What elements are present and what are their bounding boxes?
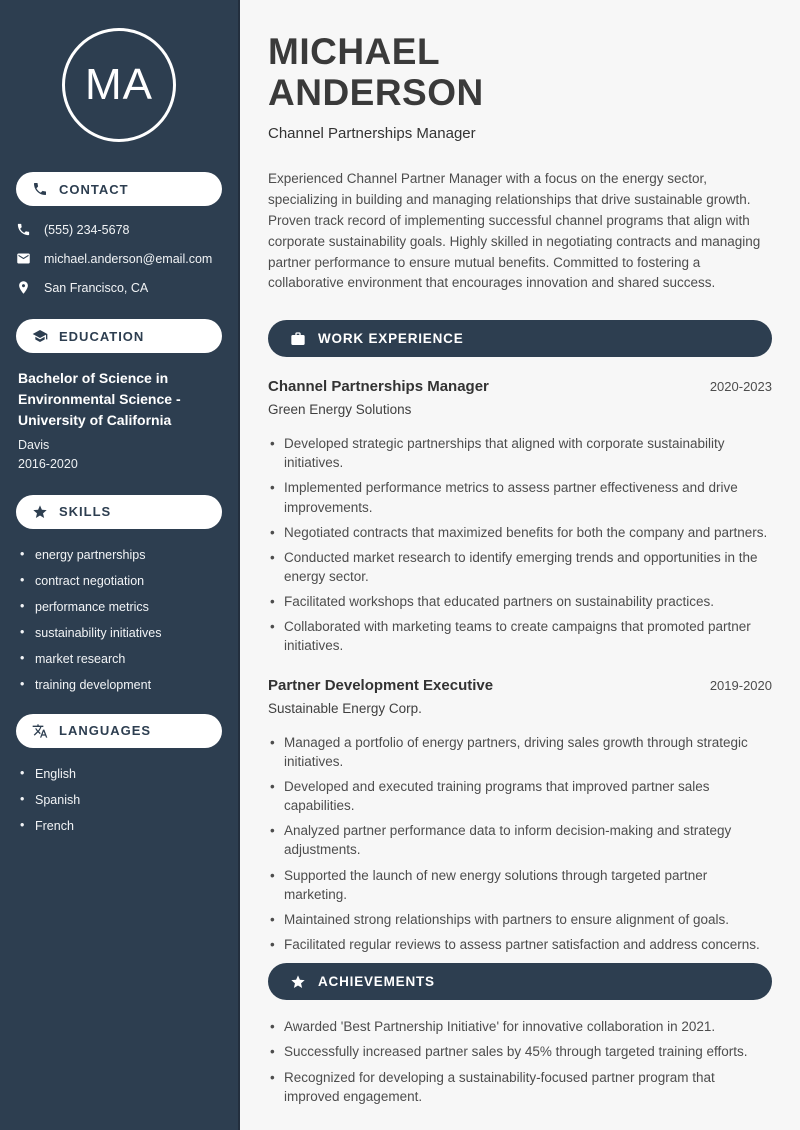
achievement-bullet: • Successfully increased partner sales by 45% through targeted training efforts. xyxy=(268,1042,772,1061)
skill-item: • market research xyxy=(18,652,222,666)
person-name xyxy=(268,32,772,113)
job-bullet: • Developed strategic partnerships that aligned with corporate sustainability initiatives. xyxy=(268,434,772,472)
job-company: Green Energy Solutions xyxy=(268,402,412,418)
skills-section-title: SKILLS xyxy=(59,504,112,520)
language-item: • Spanish xyxy=(18,793,222,807)
phone-icon xyxy=(32,181,48,197)
work-experience-header xyxy=(268,320,772,357)
contact-section-title: CONTACT xyxy=(59,181,129,197)
achievements-header xyxy=(268,963,772,1000)
job-title: Partner Development Executive xyxy=(268,676,494,694)
graduation-cap-icon xyxy=(32,328,48,344)
job-entry xyxy=(268,677,772,955)
job-entry xyxy=(268,378,772,656)
achievement-bullet: • Awarded 'Best Partnership Initiative' for innovative collaboration in 2021. xyxy=(268,1017,772,1036)
education-section-header xyxy=(16,319,222,353)
contact-phone xyxy=(16,222,222,237)
job-bullet: • Developed and executed training programs that improved partner sales capabilities. xyxy=(268,777,772,815)
job-company: Sustainable Energy Corp. xyxy=(268,700,422,716)
language-item: • English xyxy=(18,767,222,781)
skill-item: • contract negotiation xyxy=(18,574,222,588)
person-name-line2: ANDERSON xyxy=(268,71,484,113)
briefcase-icon xyxy=(290,331,306,347)
achievements-list xyxy=(268,1017,772,1106)
job-bullet-list xyxy=(268,434,772,656)
job-header xyxy=(268,677,772,694)
job-bullet: • Facilitated workshops that educated partners on sustainability practices. xyxy=(268,592,772,611)
skill-item: • training development xyxy=(18,678,222,692)
person-name-line1: MICHAEL xyxy=(268,31,441,72)
skill-item: • energy partnerships xyxy=(18,548,222,562)
achievement-bullet: • Recognized for developing a sustainability-focused partner program that improved engagement. xyxy=(268,1068,772,1106)
job-bullet: • Managed a portfolio of energy partners, driving sales growth through strategic initiatives. xyxy=(268,733,772,771)
skill-item: • performance metrics xyxy=(18,600,222,614)
profile-summary: Experienced Channel Partner Manager with a focus on the energy sector, specializing in building and managing relationships that drive sustainable growth. Proven track record of implementing successful channel programs that align with corporate sustainability goals. Highly skilled in negotiating contracts and managing partner performance to ensure mutual benefits. Committed to fostering a collaborative environment that encourages innovation and shared success. xyxy=(268,171,761,291)
email-icon xyxy=(16,251,31,266)
person-job-title: Channel Partnerships Manager xyxy=(268,125,476,143)
phone-number: (555) 234-5678 xyxy=(44,222,130,237)
education-years: 2016-2020 xyxy=(18,457,78,472)
job-dates: 2019-2020 xyxy=(709,677,772,693)
education-detail: Davis xyxy=(18,438,50,452)
education-degree: Bachelor of Science in Environmental Science - University of California xyxy=(18,370,181,428)
job-bullet: • Analyzed partner performance data to inform decision-making and strategy adjustments. xyxy=(268,821,772,859)
star-icon xyxy=(32,504,48,520)
education-entry xyxy=(18,368,220,475)
job-bullet: • Collaborated with marketing teams to create campaigns that promoted partner initiatives. xyxy=(268,617,772,655)
education-section-title: EDUCATION xyxy=(59,328,145,344)
avatar xyxy=(62,28,176,142)
job-bullet: • Implemented performance metrics to assess partner effectiveness and drive improvements. xyxy=(268,478,772,516)
job-title: Channel Partnerships Manager xyxy=(268,378,489,396)
skills-section-header xyxy=(16,495,222,529)
phone-icon xyxy=(16,222,31,237)
languages-list xyxy=(18,767,222,833)
skill-item: • sustainability initiatives xyxy=(18,626,222,640)
job-dates: 2020-2023 xyxy=(709,379,772,395)
location-text: San Francisco, CA xyxy=(44,280,149,295)
contact-list xyxy=(16,222,222,295)
star-icon xyxy=(290,974,306,990)
job-bullet: • Maintained strong relationships with partners to ensure alignment of goals. xyxy=(268,910,772,929)
translate-icon xyxy=(32,723,48,739)
languages-section-header xyxy=(16,714,222,748)
avatar-initials: MA xyxy=(85,60,153,109)
job-bullet: • Supported the launch of new energy solutions through targeted partner marketing. xyxy=(268,866,772,904)
work-experience-title: WORK EXPERIENCE xyxy=(318,331,464,347)
location-icon xyxy=(16,280,31,295)
languages-section-title: LANGUAGES xyxy=(59,723,152,739)
language-item: • French xyxy=(18,819,222,833)
job-bullet: • Facilitated regular reviews to assess partner satisfaction and address concerns. xyxy=(268,935,772,954)
job-bullet: • Negotiated contracts that maximized benefits for both the company and partners. xyxy=(268,523,772,542)
sidebar xyxy=(0,0,240,1130)
skills-list xyxy=(18,548,222,692)
main-content xyxy=(240,0,800,1130)
achievements-title: ACHIEVEMENTS xyxy=(318,974,435,990)
job-bullet-list xyxy=(268,733,772,955)
job-bullet: • Conducted market research to identify emerging trends and opportunities in the energy sector. xyxy=(268,548,772,586)
job-header xyxy=(268,378,772,395)
contact-email xyxy=(16,251,222,266)
contact-section-header xyxy=(16,172,222,206)
contact-location xyxy=(16,280,222,295)
email-address: michael.anderson@email.com xyxy=(44,251,213,266)
